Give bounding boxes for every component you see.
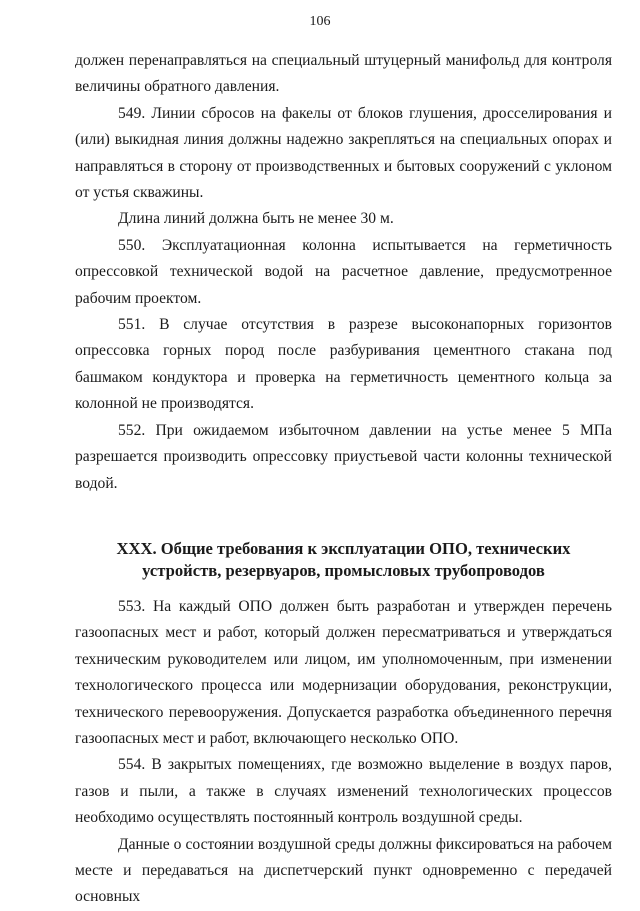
paragraph-continuation: должен перенаправляться на специальный штуцерный манифольд для контроля величины обратного давления. xyxy=(75,52,612,96)
section-heading-line-1: XXX. Общие требования к эксплуатации ОПО, технических xyxy=(116,538,571,558)
paragraph-549-length: Длина линий должна быть не менее 30 м. xyxy=(118,210,394,228)
paragraph-551: 551. В случае отсутствия в разрезе высоконапорных горизонтов опрессовка горных пород после разбуривания цементного стакана под башмаком кондуктора и проверка на герметичность цементного кольца за колонной не производятся. xyxy=(75,316,612,413)
paragraph-552: 552. При ожидаемом избыточном давлении на устье менее 5 МПа разрешается производить опрессовку приустьевой части колонны технической водой. xyxy=(75,421,612,492)
paragraph-550: 550. Эксплуатационная колонна испытывается на герметичность опрессовкой технической водой на расчетное давление, предусмотренное рабочим проектом. xyxy=(75,236,612,307)
page-number: 106 xyxy=(309,14,331,29)
paragraph-554-data: Данные о состоянии воздушной среды должны фиксироваться на рабочем месте и передаваться на диспетчерский пункт одновременно с передачей основных xyxy=(75,835,612,906)
paragraph-549: 549. Линии сбросов на факелы от блоков глушения, дросселирования и (или) выкидная линия должны надежно закрепляться на специальных опорах и направляться в сторону от производственных и бытовых сооружений с уклоном от устья скважины. xyxy=(75,104,612,202)
paragraph-554: 554. В закрытых помещениях, где возможно выделение в воздух паров, газов и пыли, а также в случаях изменений технологических процессов необходимо осуществлять постоянный контроль воздушной среды. xyxy=(75,756,612,827)
section-heading xyxy=(75,538,612,582)
page-content xyxy=(75,48,612,911)
section-heading-line-2: устройств, резервуаров, промысловых трубопроводов xyxy=(142,560,545,580)
paragraph-553: 553. На каждый ОПО должен быть разработан и утвержден перечень газоопасных мест и работ, который должен пересматриваться и утверждаться техническим руководителем или лицом, им уполномоченным, при изменении технологического процесса или модернизации оборудования, реконструкции, технического перевооружения. Допускается разработка объединенного перечня газоопасных мест и работ, включающего несколько ОПО. xyxy=(75,597,612,747)
